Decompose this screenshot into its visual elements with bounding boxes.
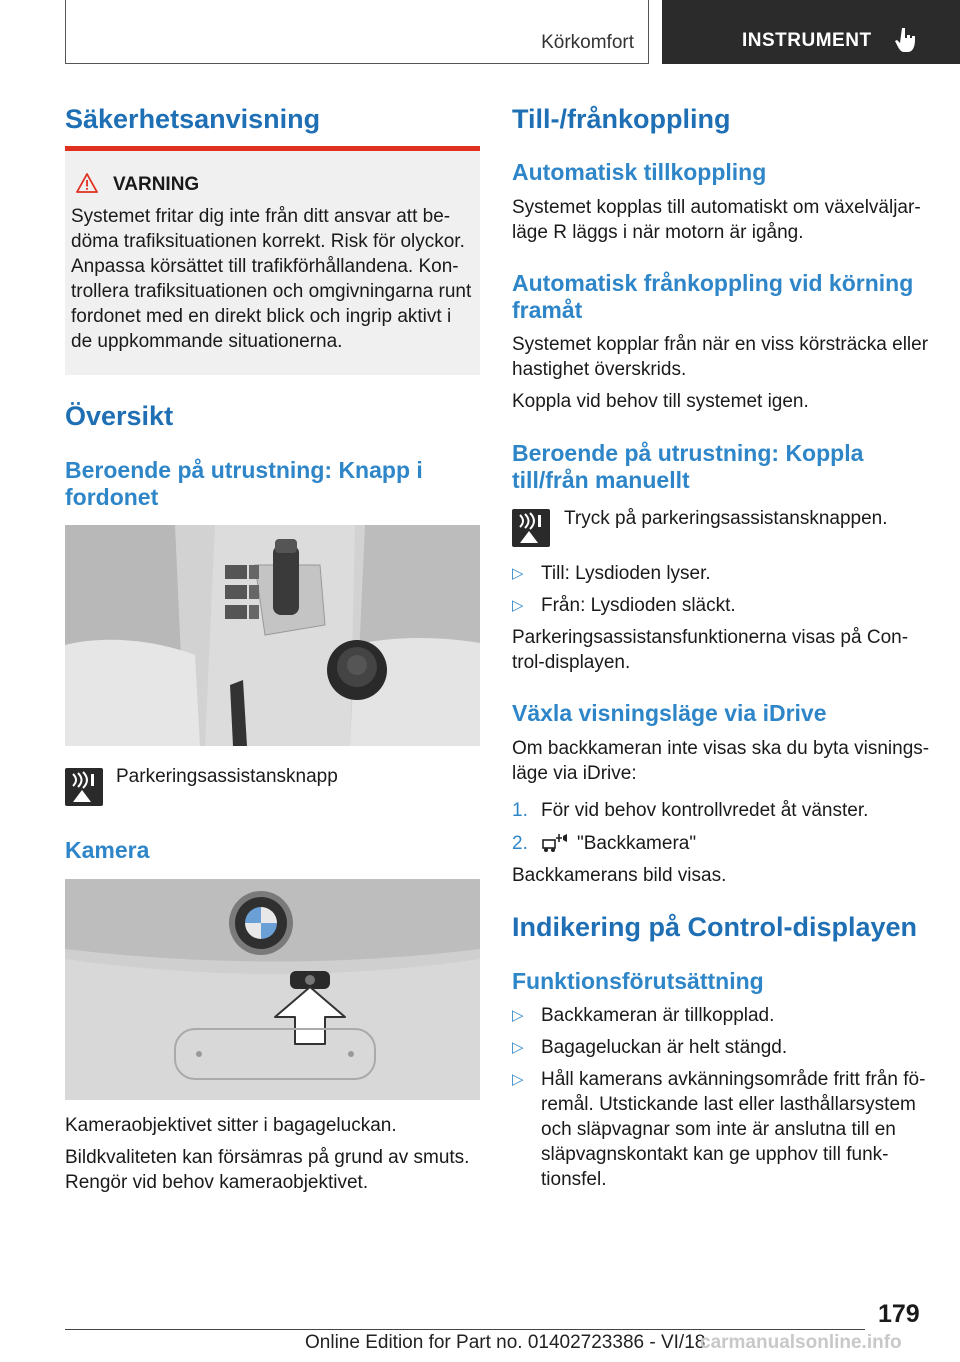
console-illustration — [65, 525, 480, 746]
auto-on-heading: Automatisk tillkoppling — [512, 159, 767, 185]
auto-on-text: Systemet kopplas till automatiskt om växelväljarläge R läggs i när motorn är igång. — [512, 197, 921, 243]
console-photo — [65, 525, 480, 746]
auto-off-text: Systemet kopplar från när en viss körsträcka eller hastighet överskrids. — [512, 334, 929, 380]
auto-off-heading: Automatisk frånkoppling vid körning framåt — [512, 270, 914, 323]
warning-box — [65, 151, 480, 375]
page-number: 179 — [878, 1300, 920, 1328]
bullet-marker-icon: ▷ — [512, 597, 524, 614]
bullet-marker-icon: ▷ — [512, 565, 524, 582]
view-heading: Växla visningsläge via iDrive — [512, 700, 827, 726]
header-frame — [65, 0, 649, 64]
overview-heading: Översikt — [65, 401, 174, 431]
parking-assist-button-icon — [65, 768, 103, 806]
manual-text-2: Parkeringsassistansfunktionerna visas på Control-displayen. — [512, 627, 909, 673]
edition-text: Online Edition for Part no. 01402723386 - VI/18 — [305, 1332, 706, 1353]
camera-text-2: Bildkvaliteten kan försämras på grund av smuts. Rengör vid behov kameraobjektivet. — [65, 1147, 470, 1193]
hand-pointer-icon — [894, 26, 920, 54]
chapter-tab-label: INSTRUMENT — [742, 30, 872, 51]
display-heading: Indikering på Control-displayen — [512, 912, 918, 942]
section-title: Körkomfort — [541, 32, 634, 53]
manual-heading: Beroende på utrustning: Koppla till/från manuellt — [512, 440, 864, 493]
warning-triangle-icon — [76, 173, 98, 193]
camera-illustration — [65, 879, 480, 1100]
parking-assist-button-icon-2 — [512, 509, 550, 547]
button-caption: Parkeringsassistansknapp — [116, 766, 338, 787]
camera-photo — [65, 879, 480, 1100]
requirements-heading: Funktionsförutsättning — [512, 968, 764, 994]
warning-text: Systemet fritar dig inte från ditt ansvar att bedöma trafiksituationen korrekt. Risk för olyckor. Anpassa körsättet till trafikförhållandena. Kontrollera trafiksituationen och omgivningarna runt fordonet med en direkt blick och ingrip aktivt i de uppkommande situationerna. — [71, 206, 472, 352]
camera-heading: Kamera — [65, 837, 150, 863]
manual-text: Tryck på parkeringsassistansknappen. — [564, 508, 888, 529]
bullet-marker-icon: ▷ — [512, 1007, 524, 1024]
warning-title: VARNING — [113, 174, 200, 195]
bullet-marker-icon: ▷ — [512, 1071, 524, 1088]
camera-text-1: Kameraobjektivet sitter i bagageluckan. — [65, 1115, 397, 1136]
onoff-heading: Till-/frånkoppling — [512, 104, 731, 134]
watermark-text: carmanualsonline.info — [700, 1332, 902, 1353]
chapter-tab[interactable] — [662, 0, 960, 64]
auto-off-text-2: Koppla vid behov till systemet igen. — [512, 391, 809, 412]
button-heading: Beroende på utrustning: Knapp i fordonet — [65, 457, 423, 510]
rear-camera-icon — [541, 832, 571, 854]
view-text: Om backkameran inte visas ska du byta visningsläge via iDrive: — [512, 738, 930, 784]
bullet-marker-icon: ▷ — [512, 1039, 524, 1056]
view-result: Backkamerans bild visas. — [512, 865, 727, 886]
safety-heading: Säkerhetsanvisning — [65, 104, 321, 134]
footer-rule — [65, 1329, 865, 1330]
